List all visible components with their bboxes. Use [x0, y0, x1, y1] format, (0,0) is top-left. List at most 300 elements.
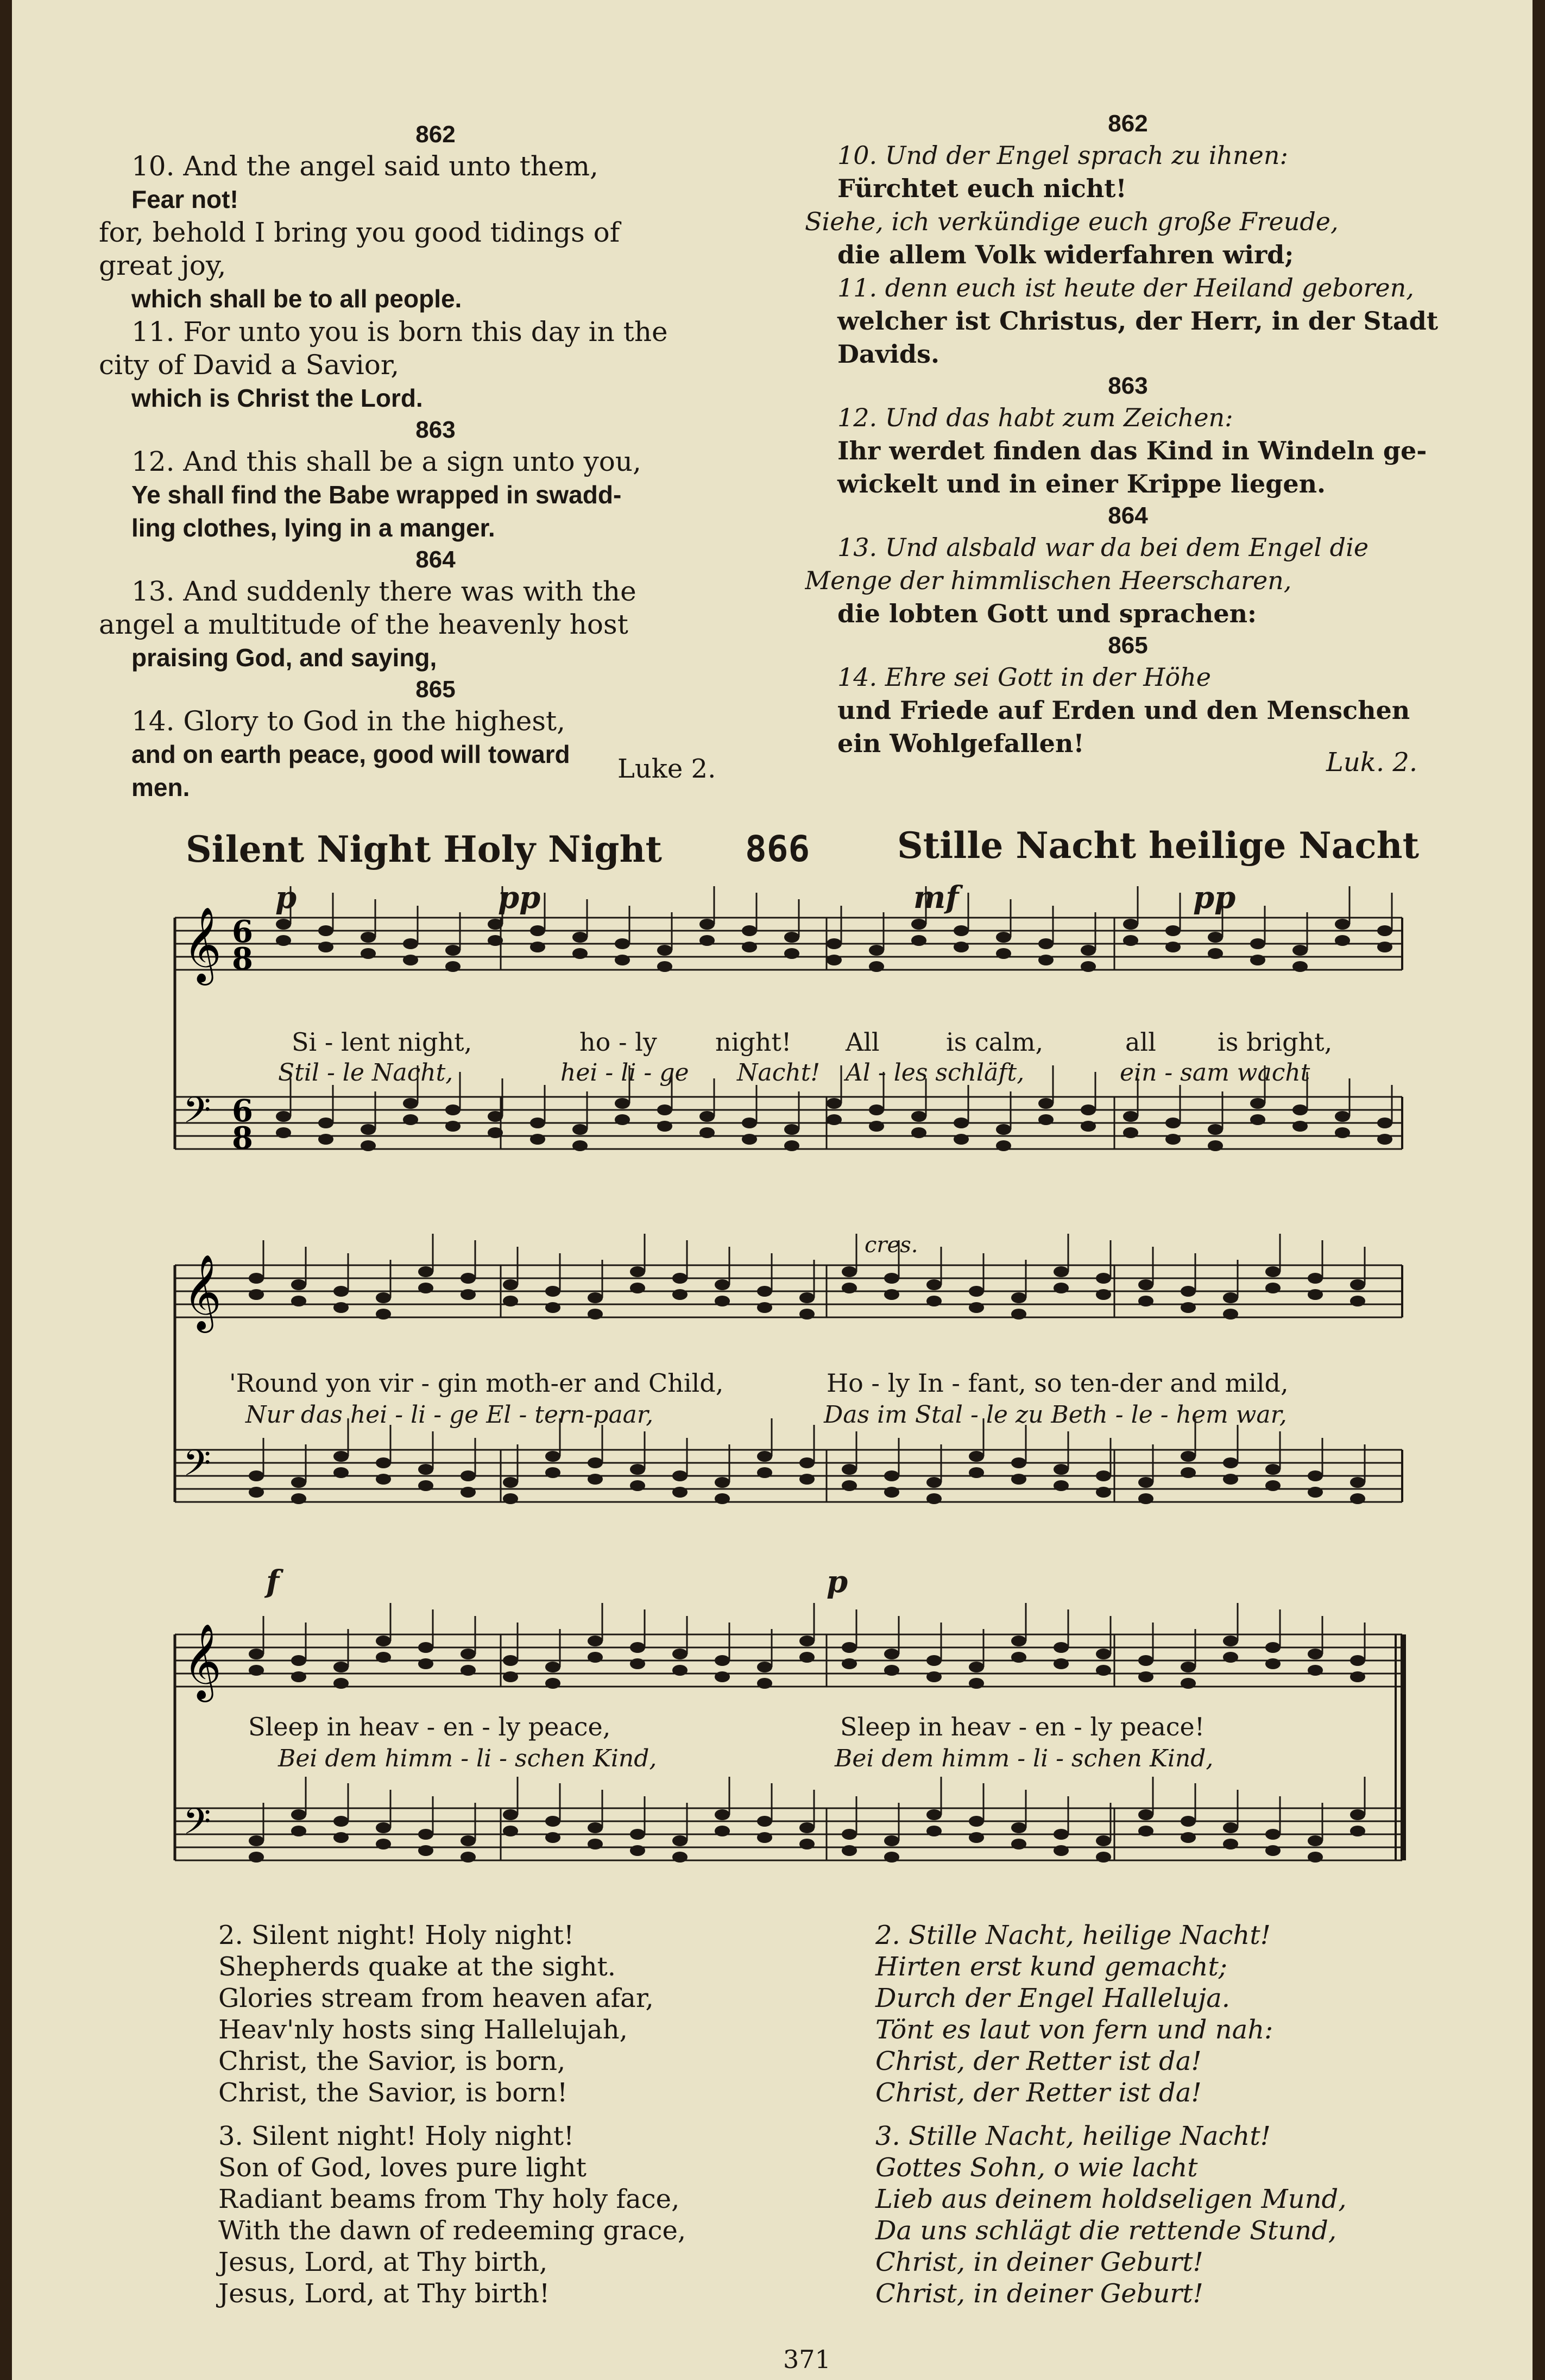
note-head — [1223, 1457, 1238, 1468]
stanza-de-3 — [875, 2120, 1347, 2309]
note-head — [445, 945, 461, 956]
note-head — [530, 925, 545, 936]
note-head — [318, 925, 333, 936]
note-head — [418, 1464, 433, 1475]
note-head — [376, 1457, 391, 1468]
note-head — [969, 1662, 984, 1672]
note-head — [926, 1296, 942, 1306]
bass-clef-icon: 𝄢 — [183, 1801, 211, 1851]
note-head — [333, 1286, 349, 1297]
note-head — [276, 1127, 291, 1138]
note-head — [926, 1493, 942, 1504]
note-head — [784, 1124, 799, 1135]
stanza-line: Son of God, loves pure light — [218, 2152, 587, 2183]
dynamic-pp-2: pp — [1193, 880, 1236, 916]
note-head — [672, 1487, 688, 1498]
note-head — [249, 1487, 264, 1498]
note-head — [1038, 1114, 1054, 1125]
en-scripture-verse-number: 862 — [415, 121, 456, 148]
note-head — [588, 1636, 603, 1646]
note-head — [1223, 1309, 1238, 1320]
note-head — [926, 1477, 942, 1488]
time-signature-icon: 8 — [232, 1120, 253, 1156]
note-head — [715, 1826, 730, 1836]
lyric-en-3-2: Sleep in heav - en - ly peace! — [840, 1712, 1205, 1741]
note-head — [588, 1292, 603, 1303]
stanza-line: With the dawn of redeeming grace, — [218, 2215, 686, 2246]
note-head — [954, 1118, 969, 1128]
note-head — [1208, 1124, 1223, 1135]
note-head — [1038, 938, 1054, 949]
note-head — [1181, 1451, 1196, 1462]
note-head — [249, 1835, 264, 1846]
note-head — [757, 1816, 772, 1827]
note-head — [1350, 1655, 1365, 1666]
note-head — [333, 1816, 349, 1827]
en-scripture-line: 12. And this shall be a sign unto you, — [131, 446, 641, 477]
note-head — [784, 1140, 799, 1151]
note-head — [799, 1636, 815, 1646]
time-signature-icon: 6 — [232, 914, 253, 950]
page-number: 371 — [783, 2345, 831, 2374]
lyric-en-3-1: Sleep in heav - en - ly peace, — [248, 1712, 611, 1741]
note-head — [1377, 1118, 1392, 1128]
note-head — [1011, 1292, 1026, 1303]
stanza-line: Christ, in deiner Geburt! — [875, 2278, 1203, 2309]
stanza-line: Jesus, Lord, at Thy birth! — [218, 2278, 550, 2309]
bass-clef-icon: 𝄢 — [183, 1089, 211, 1140]
note-head — [1223, 1652, 1238, 1663]
stanza-en-3 — [218, 2120, 686, 2309]
note-head — [361, 1140, 376, 1151]
note-head — [333, 1467, 349, 1478]
dynamic-p-2: p — [827, 1564, 848, 1600]
stanza-line: Shepherds quake at the sight. — [218, 1952, 616, 1982]
note-head — [588, 1309, 603, 1320]
note-head — [1350, 1826, 1365, 1836]
note-head — [276, 1111, 291, 1122]
note-head — [799, 1474, 815, 1485]
note-head — [1165, 925, 1181, 936]
note-head — [1138, 1477, 1153, 1488]
note-head — [699, 1127, 715, 1138]
note-head — [1208, 932, 1223, 943]
note-head — [361, 932, 376, 943]
note-head — [403, 1114, 418, 1125]
note-head — [1377, 925, 1392, 936]
note-head — [1292, 1104, 1308, 1115]
dynamic-pp: pp — [498, 880, 541, 916]
note-head — [530, 1118, 545, 1128]
note-head — [1165, 942, 1181, 952]
note-head — [418, 1266, 433, 1277]
note-head — [1265, 1642, 1281, 1653]
note-head — [926, 1826, 942, 1836]
en-scripture-line: and on earth peace, good will toward — [131, 740, 570, 768]
note-head — [1265, 1658, 1281, 1669]
note-head — [842, 1829, 857, 1840]
stanza-line: Christ, the Savior, is born, — [218, 2046, 566, 2076]
note-head — [461, 1649, 476, 1659]
note-head — [757, 1451, 772, 1462]
note-head — [1181, 1678, 1196, 1689]
note-head — [1081, 961, 1096, 972]
en-scripture-line: Fear not! — [131, 185, 238, 213]
note-head — [1223, 1636, 1238, 1646]
note-head — [376, 1652, 391, 1663]
note-head — [418, 1845, 433, 1856]
note-head — [376, 1822, 391, 1833]
note-head — [1335, 935, 1350, 946]
note-head — [445, 961, 461, 972]
note-head — [757, 1467, 772, 1478]
stanza-line: Lieb aus deinem holdseligen Mund, — [875, 2184, 1347, 2214]
note-head — [318, 942, 333, 952]
note-head — [418, 1283, 433, 1293]
note-head — [715, 1279, 730, 1290]
note-head — [1081, 1104, 1096, 1115]
en-scripture-line: city of David a Savior, — [99, 349, 400, 381]
note-head — [842, 1480, 857, 1491]
en-scripture-line: 14. Glory to God in the highest, — [131, 705, 566, 737]
note-head — [545, 1467, 560, 1478]
en-scripture-line: which shall be to all people. — [131, 285, 462, 313]
lyric-de-2-2: Das im Stal - le zu Beth - le - hem war, — [824, 1401, 1287, 1429]
note-head — [545, 1286, 560, 1297]
note-head — [1350, 1279, 1365, 1290]
note-head — [1054, 1658, 1069, 1669]
note-head — [333, 1451, 349, 1462]
note-head — [1308, 1835, 1323, 1846]
en-scripture-line: 13. And suddenly there was with the — [131, 576, 636, 607]
note-head — [1123, 935, 1138, 946]
time-signature-icon: 8 — [232, 941, 253, 977]
en-scripture-line: praising God, and saying, — [131, 643, 437, 672]
note-head — [1011, 1457, 1026, 1468]
note-head — [1181, 1302, 1196, 1313]
note-head — [503, 1279, 518, 1290]
note-head — [1011, 1652, 1026, 1663]
note-head — [1265, 1829, 1281, 1840]
lyric-en-1-5: is calm, — [946, 1027, 1044, 1057]
german-scripture-column — [805, 109, 1511, 760]
note-head — [291, 1279, 306, 1290]
lyric-en-1-7: is bright, — [1218, 1027, 1333, 1057]
note-head — [588, 1822, 603, 1833]
note-head — [1223, 1822, 1238, 1833]
note-head — [1165, 1134, 1181, 1145]
note-head — [615, 938, 630, 949]
note-head — [615, 955, 630, 965]
note-head — [672, 1665, 688, 1676]
lyric-en-1-4: All — [846, 1027, 880, 1057]
note-head — [1054, 1464, 1069, 1475]
note-head — [418, 1829, 433, 1840]
note-head — [572, 1140, 588, 1151]
note-head — [545, 1678, 560, 1689]
note-head — [545, 1451, 560, 1462]
note-head — [799, 1292, 815, 1303]
note-head — [672, 1852, 688, 1863]
en-scripture-line: Ye shall find the Babe wrapped in swadd- — [131, 481, 622, 509]
note-head — [842, 1845, 857, 1856]
note-head — [996, 948, 1011, 959]
note-head — [757, 1286, 772, 1297]
note-head — [503, 1655, 518, 1666]
en-scripture-line: ling clothes, lying in a manger. — [131, 514, 495, 542]
de-scripture-line: die lobten Gott und sprachen: — [837, 599, 1257, 628]
de-scripture-line: 11. denn euch ist heute der Heiland geboren, — [837, 273, 1414, 302]
stanza-line: 2. Stille Nacht, heilige Nacht! — [875, 1920, 1271, 1950]
de-scripture-line: welcher ist Christus, der Herr, in der Stadt — [837, 306, 1439, 336]
note-head — [1123, 919, 1138, 930]
note-head — [445, 1121, 461, 1132]
note-head — [630, 1283, 645, 1293]
note-head — [361, 1124, 376, 1135]
note-head — [1081, 945, 1096, 956]
note-head — [291, 1296, 306, 1306]
note-head — [403, 1098, 418, 1109]
note-head — [1377, 1134, 1392, 1145]
note-head — [615, 1098, 630, 1109]
note-head — [1138, 1655, 1153, 1666]
note-head — [1250, 938, 1265, 949]
note-head — [630, 1642, 645, 1653]
stanza-line: Christ, the Savior, is born! — [218, 2078, 568, 2108]
note-head — [249, 1470, 264, 1481]
note-head — [461, 1665, 476, 1676]
note-head — [1250, 1098, 1265, 1109]
note-head — [1350, 1809, 1365, 1820]
note-head — [1096, 1649, 1111, 1659]
note-head — [884, 1289, 899, 1300]
stanza-line: 2. Silent night! Holy night! — [218, 1920, 575, 1950]
note-head — [333, 1662, 349, 1672]
note-head — [403, 955, 418, 965]
note-head — [418, 1658, 433, 1669]
en-scripture-verse-number: 863 — [415, 416, 456, 443]
note-head — [461, 1835, 476, 1846]
note-head — [1308, 1649, 1323, 1659]
note-head — [1054, 1266, 1069, 1277]
note-head — [1081, 1121, 1096, 1132]
note-head — [715, 1809, 730, 1820]
note-head — [1181, 1662, 1196, 1672]
note-head — [926, 1279, 942, 1290]
dynamic-f: f — [266, 1564, 280, 1600]
lyric-de-1-4: Al - les schläft, — [846, 1059, 1025, 1087]
note-head — [1350, 1671, 1365, 1682]
note-head — [276, 919, 291, 930]
note-head — [827, 1098, 842, 1109]
note-head — [757, 1662, 772, 1672]
treble-clef-icon: 𝄞 — [183, 1624, 222, 1699]
note-head — [1208, 1140, 1223, 1151]
note-head — [884, 1665, 899, 1676]
note-head — [784, 948, 799, 959]
de-scripture-line: Menge der himmlischen Heerscharen, — [805, 566, 1292, 595]
en-scripture-line: 10. And the angel said unto them, — [131, 150, 598, 182]
note-head — [1292, 1121, 1308, 1132]
note-head — [318, 1134, 333, 1145]
note-head — [291, 1826, 306, 1836]
note-head — [969, 1451, 984, 1462]
note-head — [530, 1134, 545, 1145]
note-head — [1011, 1474, 1026, 1485]
note-head — [249, 1649, 264, 1659]
note-head — [1308, 1487, 1323, 1498]
stanza-line: Christ, der Retter ist da! — [875, 2078, 1202, 2108]
note-head — [884, 1273, 899, 1284]
stanza-line: 3. Stille Nacht, heilige Nacht! — [875, 2121, 1271, 2151]
note-head — [1096, 1289, 1111, 1300]
note-head — [1038, 1098, 1054, 1109]
note-head — [657, 1121, 672, 1132]
note-head — [884, 1649, 899, 1659]
note-head — [1123, 1111, 1138, 1122]
en-scripture-verse-number: 864 — [415, 546, 456, 573]
note-head — [1335, 1111, 1350, 1122]
stanza-line: Tönt es laut von fern und nah: — [875, 2015, 1273, 2045]
stanza-en-2 — [218, 1920, 654, 2108]
note-head — [333, 1832, 349, 1843]
note-head — [588, 1457, 603, 1468]
note-head — [1377, 942, 1392, 952]
note-head — [1096, 1835, 1111, 1846]
note-head — [757, 1832, 772, 1843]
note-head — [672, 1273, 688, 1284]
note-head — [249, 1665, 264, 1676]
note-head — [445, 1104, 461, 1115]
de-scripture-verse-number: 865 — [1108, 632, 1148, 659]
note-head — [799, 1822, 815, 1833]
note-head — [1265, 1464, 1281, 1475]
note-head — [799, 1839, 815, 1849]
note-head — [1265, 1480, 1281, 1491]
note-head — [1138, 1826, 1153, 1836]
note-head — [926, 1655, 942, 1666]
note-head — [588, 1474, 603, 1485]
note-head — [1096, 1273, 1111, 1284]
note-head — [630, 1829, 645, 1840]
note-head — [869, 1121, 884, 1132]
lyric-de-2-1: Nur das hei - li - ge El - tern-paar, — [245, 1401, 654, 1429]
note-head — [842, 1283, 857, 1293]
note-head — [742, 925, 757, 936]
note-head — [333, 1302, 349, 1313]
de-scripture-line: ein Wohlgefallen! — [837, 729, 1084, 758]
stanza-line: Radiant beams from Thy holy face, — [218, 2184, 680, 2214]
note-head — [715, 1296, 730, 1306]
lyric-en-2-1: 'Round yon vir - gin moth-er and Child, — [229, 1368, 724, 1398]
note-head — [503, 1296, 518, 1306]
note-head — [799, 1309, 815, 1320]
de-scripture-line: 12. Und das habt zum Zeichen: — [837, 403, 1233, 432]
en-scripture-line: 11. For unto you is born this day in the — [131, 316, 668, 348]
stanza-line: Glories stream from heaven afar, — [218, 1983, 654, 2013]
note-head — [1335, 1127, 1350, 1138]
note-head — [361, 948, 376, 959]
note-head — [1308, 1852, 1323, 1863]
en-scripture-verse-number: 865 — [415, 676, 456, 703]
de-scripture-line: Davids. — [837, 339, 939, 369]
note-head — [757, 1302, 772, 1313]
de-scripture-line: 10. Und der Engel sprach zu ihnen: — [837, 141, 1288, 170]
dynamic-p: p — [275, 880, 297, 916]
note-head — [630, 1658, 645, 1669]
note-head — [969, 1302, 984, 1313]
note-head — [699, 1111, 715, 1122]
lyric-en-1-3: night! — [715, 1027, 792, 1057]
lyric-de-1-5: ein - sam wacht — [1120, 1059, 1310, 1087]
note-head — [672, 1470, 688, 1481]
note-head — [1038, 955, 1054, 965]
note-head — [503, 1493, 518, 1504]
note-head — [630, 1845, 645, 1856]
note-head — [276, 935, 291, 946]
en-scripture-line: angel a multitude of the heavenly host — [99, 609, 628, 640]
treble-clef-icon: 𝄞 — [183, 907, 222, 982]
en-scripture-line: men. — [131, 773, 190, 801]
lyric-en-2-2: Ho - ly In - fant, so ten-der and mild, — [827, 1368, 1289, 1398]
lyric-de-1-2: hei - li - ge — [560, 1059, 689, 1087]
note-head — [1123, 1127, 1138, 1138]
note-head — [1181, 1832, 1196, 1843]
note-head — [926, 1671, 942, 1682]
note-head — [249, 1289, 264, 1300]
note-head — [657, 1104, 672, 1115]
note-head — [657, 961, 672, 972]
note-head — [588, 1652, 603, 1663]
note-head — [488, 935, 503, 946]
note-head — [1181, 1816, 1196, 1827]
en-scripture-line: for, behold I bring you good tidings of — [99, 217, 620, 248]
note-head — [630, 1480, 645, 1491]
note-head — [827, 938, 842, 949]
note-head — [461, 1487, 476, 1498]
dynamic-cres: cres. — [865, 1233, 918, 1258]
note-head — [461, 1289, 476, 1300]
note-head — [1096, 1487, 1111, 1498]
hymn-number: 866 — [745, 828, 810, 870]
note-head — [715, 1477, 730, 1488]
note-head — [1223, 1474, 1238, 1485]
note-head — [1011, 1822, 1026, 1833]
note-head — [1223, 1292, 1238, 1303]
note-head — [376, 1839, 391, 1849]
note-head — [545, 1832, 560, 1843]
note-head — [799, 1652, 815, 1663]
note-head — [884, 1852, 899, 1863]
note-head — [1308, 1289, 1323, 1300]
note-head — [249, 1273, 264, 1284]
note-head — [1265, 1266, 1281, 1277]
note-head — [1165, 1118, 1181, 1128]
note-head — [318, 1118, 333, 1128]
note-head — [1011, 1839, 1026, 1849]
note-head — [291, 1493, 306, 1504]
hymnal-page — [12, 0, 1533, 2380]
note-head — [911, 919, 926, 930]
note-head — [461, 1273, 476, 1284]
de-scripture-line: und Friede auf Erden und den Menschen — [837, 696, 1410, 725]
note-head — [488, 919, 503, 930]
stanza-line: Heav'nly hosts sing Hallelujah, — [218, 2015, 628, 2045]
note-head — [545, 1662, 560, 1672]
note-head — [1054, 1480, 1069, 1491]
de-scripture-verse-number: 863 — [1108, 373, 1148, 399]
note-head — [1138, 1296, 1153, 1306]
